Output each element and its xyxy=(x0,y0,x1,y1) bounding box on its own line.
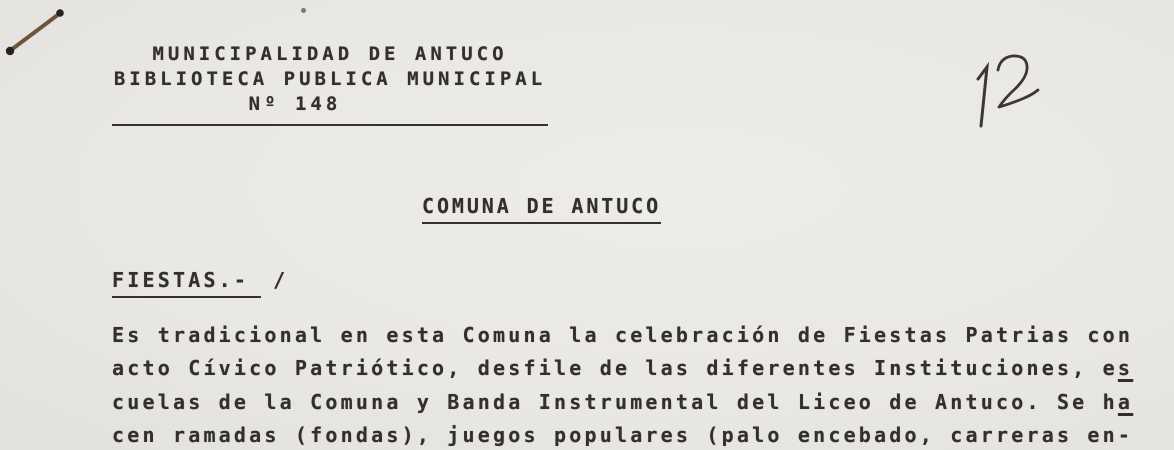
letterhead-number: Nº 148 xyxy=(248,93,342,115)
ink-speck xyxy=(301,8,306,13)
syllable-break-underline: s xyxy=(1117,356,1134,381)
staple-mark-icon xyxy=(0,0,80,70)
letterhead-line-1: MUNICIPALIDAD DE ANTUCO xyxy=(152,43,508,65)
section-heading-text: FIESTAS.- xyxy=(112,268,261,298)
paragraph-line: cen ramadas (fondas), juegos populares (palo encebado, carreras en- xyxy=(112,423,1134,448)
syllable-break-underline: a xyxy=(1117,389,1134,414)
document-title-text: COMUNA DE ANTUCO xyxy=(422,194,661,224)
section-slash-mark: / xyxy=(273,268,289,292)
letterhead xyxy=(112,42,548,126)
section-heading xyxy=(112,268,288,298)
paragraph-line: Es tradicional en esta Comuna la celebración de Fiestas Patrias con xyxy=(112,323,1134,347)
document-title xyxy=(422,194,661,224)
body-paragraph xyxy=(112,319,1162,450)
handwritten-page-number xyxy=(960,46,1070,146)
letterhead-line-2: BIBLIOTECA PUBLICA MUNICIPAL xyxy=(113,68,547,90)
paragraph-line: cuelas de la Comuna y Banda Instrumental del Liceo de Antuco. Se ha xyxy=(112,389,1134,414)
paragraph-line: acto Cívico Patriótico, desfile de las diferentes Instituciones, es xyxy=(112,356,1134,381)
